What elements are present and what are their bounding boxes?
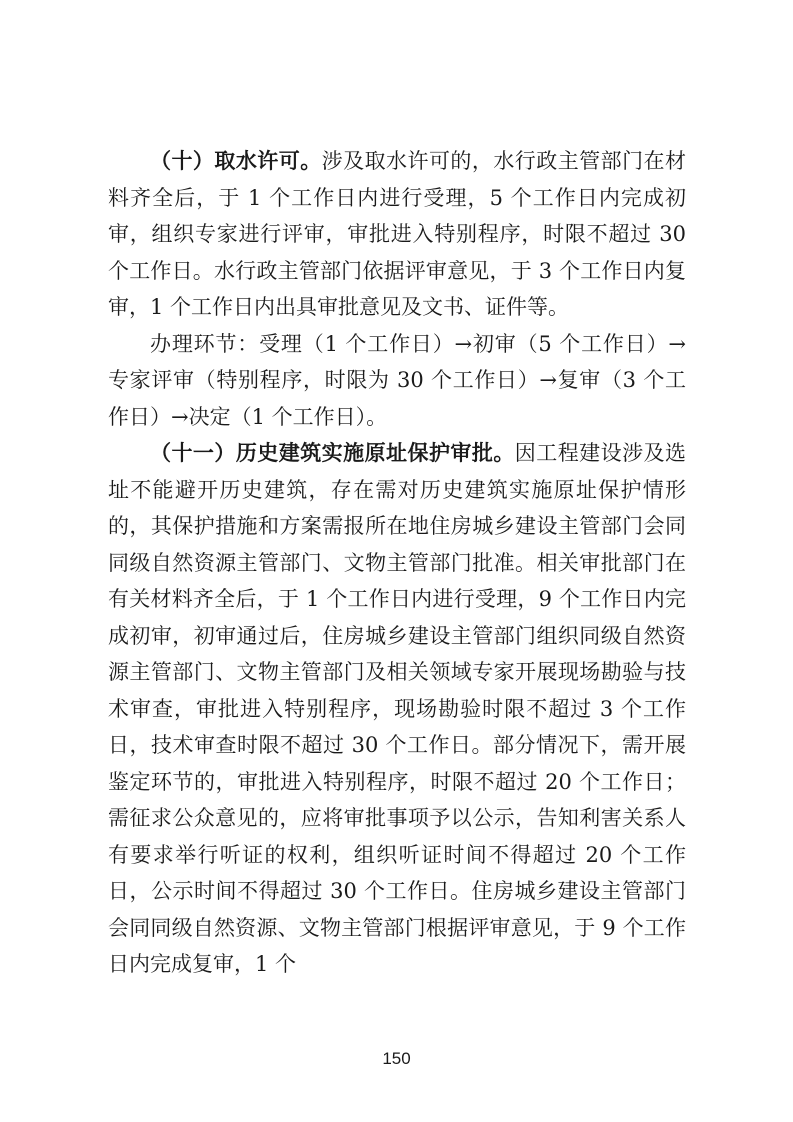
paragraph-water-permit [108,143,686,326]
document-body [108,143,686,983]
paragraph-text: 办理环节：受理（1 个工作日）→初审（5 个工作日）→专家评审（特别程序，时限为 30 个工作日）→复审（3 个工作日）→决定（1 个工作日）。 [108,331,686,429]
page-number: 150 [382,1049,411,1068]
paragraph-historic-building [108,435,686,983]
paragraph-text: 因工程建设涉及选址不能避开历史建筑，存在需对历史建筑实施原址保护情形的，其保护措施和方案需报所在地住房城乡建设主管部门会同同级自然资源主管部门、文物主管部门批准。相关审批部门在有关材料齐全后，于 1 个工作日内进行受理，9 个工作日内完成初审，初审通过后，住房城乡建设主管部门组织同级自然资源主管部门、文物主管部门及相关领域专家开展现场勘验与技术审查，审批进入特别程序，现场勘验时限不超过 3 个工作日，技术审查时限不超过 30 个工作日。部分情况下，需开展鉴定环节的，审批进入特别程序，时限不超过 20 个工作日；需征求公众意见的，应将审批事项予以公示，告知利害关系人有要求举行听证的权利，组织听证时间不得超过 20 个工作日，公示时间不得超过 30 个工作日。住房城乡建设主管部门会同同级自然资源、文物主管部门根据评审意见，于 9 个工作日内完成复审，1 个 [108,441,687,976]
section-heading-water-permit: （十）取水许可。 [150,149,322,173]
section-heading-historic-building: （十一）历史建筑实施原址保护审批。 [150,441,515,465]
paragraph-process-steps [108,326,686,436]
paragraph-text: 涉及取水许可的，水行政主管部门在材料齐全后，于 1 个工作日内进行受理，5 个工作日内完成初审，组织专家进行评审，审批进入特别程序，时限不超过 30 个工作日。水行政主管部门依据评审意见，于 3 个工作日内复审，1 个工作日内出具审批意见及文书、证件等。 [108,149,687,319]
